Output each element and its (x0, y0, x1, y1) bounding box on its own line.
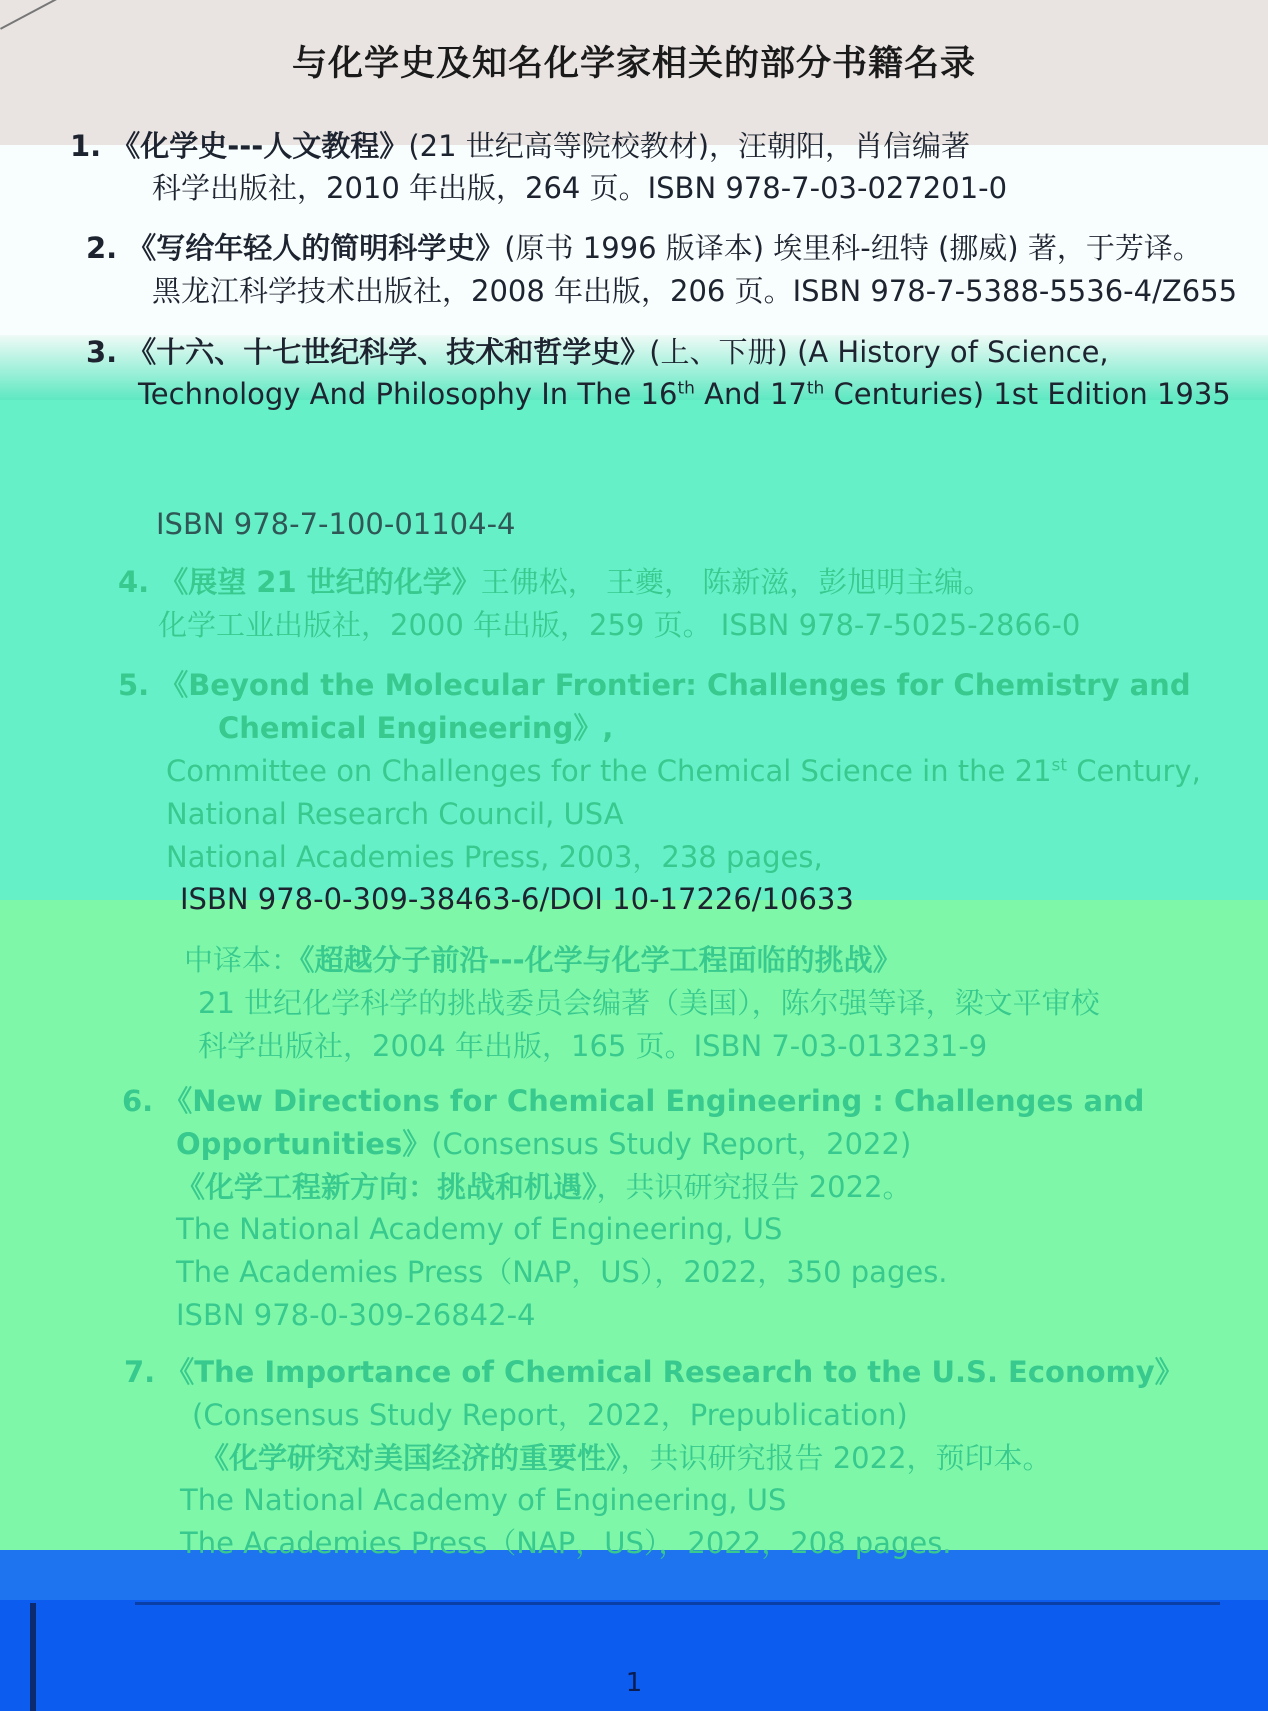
list-item (86, 336, 1109, 369)
book-cn-title-line (200, 1442, 1052, 1475)
book-title: 《The Importance of Chemical Research to the U.S. Economy》 (165, 1355, 1184, 1389)
book-cn-title: 《化学工程新方向：挑战和机遇》 (176, 1170, 597, 1204)
list-item (70, 130, 970, 163)
list-item (86, 232, 1202, 265)
footer-rule (135, 1602, 1220, 1605)
superscript: st (1051, 755, 1068, 776)
page-number: 1 (625, 1668, 643, 1698)
book-title: 《Beyond the Molecular Frontier: Challenges for Chemistry and (159, 668, 1191, 702)
item-number: 2. (86, 231, 118, 265)
item-number: 5. (118, 668, 150, 702)
book-publisher-line: The Academies Press（NAP，US），2022，208 pages. (180, 1526, 952, 1560)
book-isbn-line: ISBN 978-7-100-01104-4 (156, 507, 516, 541)
book-publisher-line: The Academies Press（NAP，US），2022，350 pages. (176, 1255, 948, 1289)
book-cn-title-line (176, 1171, 912, 1204)
book-publisher-line: National Research Council, USA (166, 797, 624, 831)
book-title: 《展望 21 世纪的化学》 (159, 565, 481, 599)
item-number: 7. (124, 1355, 156, 1389)
book-title: 《化学史---人文教程》 (111, 129, 409, 163)
book-isbn-line: ISBN 978-0-309-26842-4 (176, 1298, 536, 1332)
text-part: Technology And Philosophy In The 16 (138, 377, 678, 411)
book-publisher-line: 科学出版社，2010 年出版，264 页。ISBN 978-7-03-027201-0 (152, 171, 1008, 205)
book-subtitle-line: (Consensus Study Report，2022，Prepublication) (192, 1398, 908, 1432)
book-info: ，共识研究报告 2022，预印本。 (620, 1441, 1052, 1475)
book-info: (21 世纪高等院校教材)，汪朝阳，肖信编著 (408, 129, 971, 163)
book-title-continued: Chemical Engineering》, (218, 711, 614, 745)
book-cn-title: 《化学研究对美国经济的重要性》 (200, 1441, 621, 1475)
item-number: 6. (122, 1084, 154, 1118)
superscript: th (806, 378, 825, 399)
book-title: 《New Directions for Chemical Engineering : Challenges and (163, 1084, 1145, 1118)
translation-info-line: 科学出版社，2004 年出版，165 页。ISBN 7-03-013231-9 (198, 1029, 988, 1063)
book-author-line (166, 755, 1201, 788)
book-title-part: Opportunities》 (176, 1127, 432, 1161)
book-publisher-line: 化学工业出版社，2000 年出版，259 页。 ISBN 978-7-5025-2866-0 (158, 608, 1081, 642)
list-item (124, 1356, 1184, 1389)
book-subtitle-line (138, 378, 1231, 411)
book-publisher-line: The National Academy of Engineering, US (176, 1212, 783, 1246)
book-info: (上、下册) (A History of Science, (649, 335, 1109, 369)
book-publisher-line: National Academies Press, 2003，238 pages, (166, 840, 823, 874)
item-number: 1. (70, 129, 102, 163)
list-item (122, 1085, 1144, 1118)
translation-label: 中译本： (184, 943, 301, 977)
text-part: And 17 (694, 377, 807, 411)
book-title: 《写给年轻人的简明科学史》 (127, 231, 505, 265)
translation-line (184, 944, 902, 977)
book-info: (原书 1996 版译本) 埃里科-纽特 (挪威) 著，于芳译。 (504, 231, 1202, 265)
book-info: ，共识研究报告 2022。 (596, 1170, 912, 1204)
text-part: Centuries) 1st Edition 1935 (824, 377, 1231, 411)
translation-info-line: 21 世纪化学科学的挑战委员会编著（美国），陈尔强等译，梁文平审校 (198, 986, 1100, 1020)
book-isbn-line: ISBN 978-0-309-38463-6/DOI 10-17226/10633 (180, 882, 854, 916)
list-item (118, 566, 992, 599)
text-part: Century, (1067, 754, 1201, 788)
translation-title: 《超越分子前沿---化学与化学工程面临的挑战》 (300, 943, 902, 977)
item-number: 4. (118, 565, 150, 599)
list-item (118, 669, 1191, 702)
book-publisher-line: 黑龙江科学技术出版社，2008 年出版，206 页。ISBN 978-7-5388-5536-4/Z655 (152, 274, 1238, 308)
book-info: (Consensus Study Report，2022) (431, 1127, 912, 1161)
item-number: 3. (86, 335, 118, 369)
book-publisher-line: The National Academy of Engineering, US (180, 1483, 787, 1517)
book-info: 王佛松， 王夔， 陈新滋，彭旭明主编。 (480, 565, 993, 599)
book-title-continued (176, 1128, 911, 1161)
superscript: th (677, 378, 695, 399)
text-part: Committee on Challenges for the Chemical Science in the 21 (166, 754, 1052, 788)
document-title: 与化学史及知名化学家相关的部分书籍名录 (291, 44, 976, 84)
book-title: 《十六、十七世纪科学、技术和哲学史》 (127, 335, 650, 369)
